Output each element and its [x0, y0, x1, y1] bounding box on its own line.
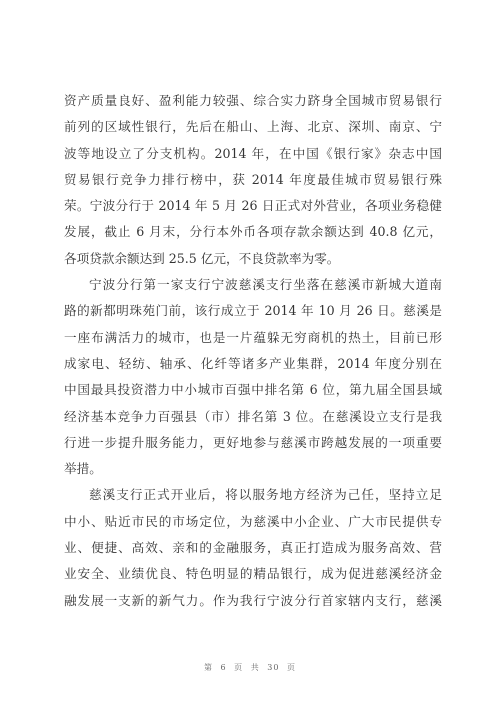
- text-line: 一座布满活力的城市，也是一片蕴躲无穷商机的热土，目前已形: [64, 329, 442, 345]
- text-line: 发展，截止 6 月末，分行本外币各项存款余额达到 40.8 亿元，: [64, 224, 442, 240]
- text-line: 融发展一支新的新气力。作为我行宁波分行首家辖内支行，慈溪: [64, 592, 442, 608]
- footer-page-label: 第: [203, 663, 213, 672]
- text-line: 中小、贴近市民的市场定位，为慈溪中小企业、广大市民提供专: [64, 513, 442, 529]
- paragraph-3: [64, 482, 442, 613]
- document-body: [64, 88, 442, 614]
- paragraph-2: [64, 272, 442, 482]
- footer-page-unit: 页: [234, 663, 244, 672]
- text-line: 各项贷款余额达到 25.5 亿元，不良贷款率为零。: [64, 250, 340, 266]
- paragraph-1: [64, 88, 442, 272]
- text-line: 行进一步提升服务能力，更好地参与慈溪市跨越发展的一项重要: [64, 434, 442, 450]
- text-line: 宁波分行第一家支行宁波慈溪支行坐落在慈溪市新城大道南: [89, 277, 442, 293]
- text-line: 举措。: [64, 461, 102, 477]
- text-line: 经济基本竞争力百强县（市）排名第 3 位。在慈溪设立支行是我: [64, 408, 442, 424]
- page-footer: [0, 662, 500, 673]
- footer-page-number: 6: [220, 663, 227, 672]
- text-line: 业安全、业绩优良、特色明显的精品银行，成为促进慈溪经济金: [64, 566, 442, 582]
- text-line: 贸易银行竞争力排行榜中，获 2014 年度最佳城市贸易银行殊: [64, 171, 442, 187]
- text-line: 波等地设立了分支机构。2014 年，在中国《银行家》杂志中国: [64, 145, 442, 161]
- text-line: 路的新都明珠苑门前，该行成立于 2014 年 10 月 26 日。慈溪是: [64, 303, 442, 319]
- text-line: 成家电、轻纺、轴承、化纤等诸多产业集群，2014 年度分别在: [64, 355, 442, 371]
- text-line: 业、便捷、高效、亲和的金融服务，真正打造成为服务高效、营: [64, 540, 442, 556]
- footer-total-unit: 页: [287, 663, 296, 672]
- text-line: 中国最具投资潜力中小城市百强中排名第 6 位，第九届全国县域: [64, 382, 442, 398]
- text-line: 前列的区域性银行，先后在船山、上海、北京、深圳、南京、宁: [64, 119, 442, 135]
- text-line: 资产质量良好、盈利能力较强、综合实力跻身全国城市贸易银行: [64, 93, 442, 108]
- text-line: 荣。宁波分行于 2014 年 5 月 26 日正式对外营业，各项业务稳健: [64, 198, 442, 214]
- footer-total-label: 共: [250, 663, 260, 672]
- footer-total-pages: 30: [267, 663, 280, 672]
- text-line: 慈溪支行正式开业后，将以服务地方经济为己任，坚持立足: [89, 487, 442, 503]
